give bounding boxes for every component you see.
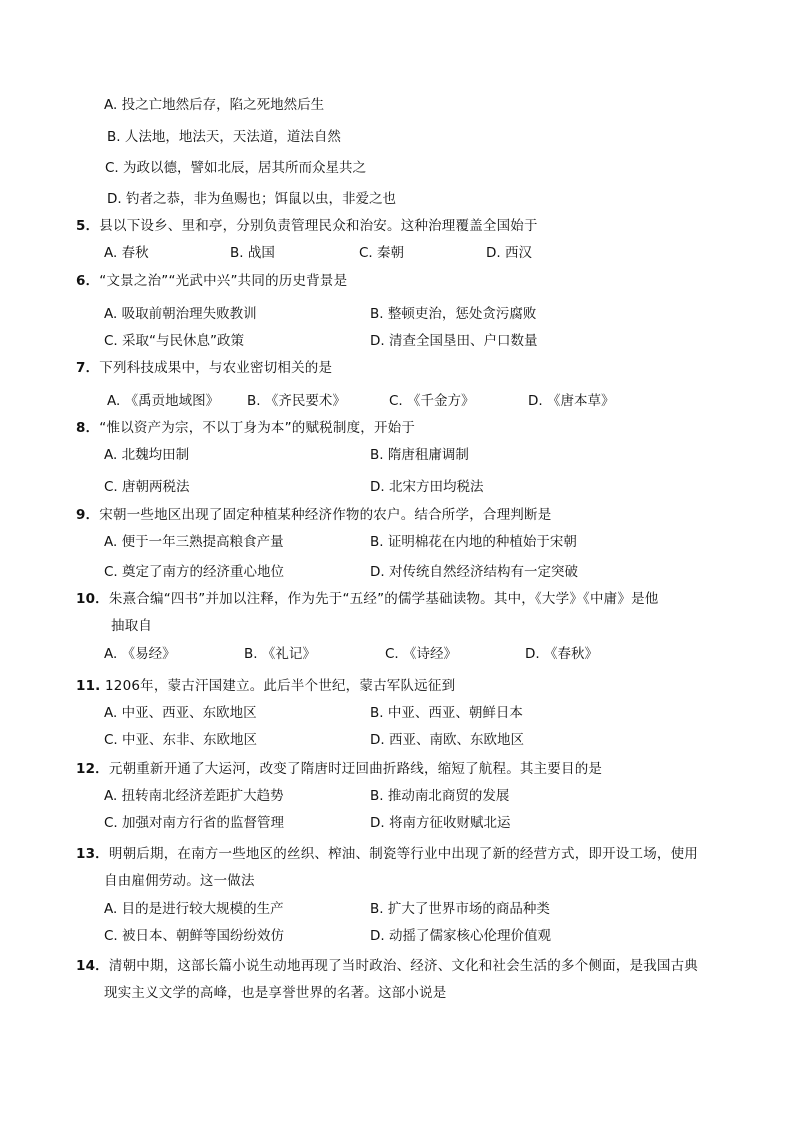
q12-option-d: D. 将南方征收财赋北运 (370, 815, 511, 831)
q6-option-a: A. 吸取前朝治理失败教训 (104, 306, 257, 322)
q10-option-d: D. 《春秋》 (525, 646, 598, 662)
q12-stem (76, 760, 602, 778)
q5-option-c: C. 秦朝 (359, 245, 405, 261)
q11-text: 1206年，蒙古汗国建立。此后半个世纪，蒙古军队远征到 (105, 678, 456, 694)
q14-number: 14． (76, 958, 109, 974)
q12-option-b: B. 推动南北商贸的发展 (370, 788, 510, 804)
q9-number: 9． (76, 507, 100, 523)
q8-text: “惟以资产为宗，不以丁身为本”的赋税制度，开始于 (99, 420, 416, 436)
q13-number: 13． (76, 846, 109, 862)
q7-option-c: C. 《千金方》 (389, 393, 475, 409)
q11-option-a: A. 中亚、西亚、东欧地区 (104, 705, 257, 721)
q13-stem (76, 845, 698, 863)
q12-option-c: C. 加强对南方行省的监督管理 (104, 815, 285, 831)
q4-option-a: A. 投之亡地然后存，陷之死地然后生 (104, 97, 325, 113)
q10-text-line1: 朱熹合编“四书”并加以注释，作为先于“五经”的儒学基础读物。其中，《大学》《中庸》是他 (108, 591, 659, 607)
q5-option-b: B. 战国 (230, 245, 275, 261)
q14-text-line1: 清朝中期，这部长篇小说生动地再现了当时政治、经济、文化和社会生活的多个侧面，是我国古典 (108, 958, 698, 974)
q7-option-a: A. 《禹贡地域图》 (107, 393, 220, 409)
q9-option-c: C. 奠定了南方的经济重心地位 (104, 564, 285, 580)
q10-number: 10． (76, 591, 109, 607)
q4-option-b: B. 人法地，地法天，天法道，道法自然 (107, 129, 341, 145)
q8-number: 8． (76, 420, 100, 436)
q14-text-line2: 现实主义文学的高峰，也是享誉世界的名著。这部小说是 (104, 985, 447, 1001)
q10-option-a: A. 《易经》 (104, 646, 176, 662)
q11-number: 11. (76, 678, 101, 694)
q13-option-b: B. 扩大了世界市场的商品种类 (370, 901, 550, 917)
q8-option-a: A. 北魏均田制 (104, 447, 190, 463)
q13-option-a: A. 目的是进行较大规模的生产 (104, 901, 284, 917)
q13-option-d: D. 动摇了儒家核心伦理价值观 (370, 928, 551, 944)
q11-option-d: D. 西亚、南欧、东欧地区 (370, 732, 524, 748)
q10-option-b: B. 《礼记》 (244, 646, 316, 662)
q7-stem (76, 359, 332, 377)
q4-option-c: C. 为政以德，譬如北辰，居其所而众星共之 (105, 160, 367, 176)
q9-stem (76, 506, 551, 524)
q13-option-c: C. 被日本、朝鲜等国纷纷效仿 (104, 928, 285, 944)
q12-text: 元朝重新开通了大运河，改变了隋唐时迂回曲折路线，缩短了航程。其主要目的是 (108, 761, 603, 777)
q9-option-a: A. 便于一年三熟提高粮食产量 (104, 534, 284, 550)
q10-stem (76, 590, 658, 608)
q12-number: 12． (76, 761, 109, 777)
q13-text-line1: 明朝后期，在南方一些地区的丝织、榨油、制瓷等行业中出现了新的经营方式，即开设工场，使用 (108, 846, 698, 862)
q7-option-d: D. 《唐本草》 (528, 393, 615, 409)
q10-option-c: C. 《诗经》 (385, 646, 458, 662)
q7-number: 7． (76, 360, 100, 376)
q11-option-b: B. 中亚、西亚、朝鲜日本 (370, 705, 523, 721)
q5-stem (76, 217, 538, 235)
q13-text-line2: 自由雇佣劳动。这一做法 (104, 873, 255, 889)
q8-option-c: C. 唐朝两税法 (104, 479, 190, 495)
q9-option-b: B. 证明棉花在内地的种植始于宋朝 (370, 534, 577, 550)
q5-option-d: D. 西汉 (486, 245, 532, 261)
q14-stem (76, 957, 698, 975)
q8-option-b: B. 隋唐租庸调制 (370, 447, 469, 463)
q6-text: “文景之治”“光武中兴”共同的历史背景是 (99, 273, 348, 289)
q5-number: 5． (76, 218, 100, 234)
q11-option-c: C. 中亚、东非、东欧地区 (104, 732, 258, 748)
q6-number: 6． (76, 273, 100, 289)
q8-stem (76, 419, 415, 437)
q8-option-d: D. 北宋方田均税法 (370, 479, 484, 495)
q5-text: 县以下设乡、里和亭，分别负责管理民众和治安。这种治理覆盖全国始于 (99, 218, 538, 234)
q6-option-d: D. 清查全国垦田、户口数量 (370, 333, 538, 349)
q11-stem (76, 677, 455, 695)
q6-stem (76, 272, 347, 290)
q9-text: 宋朝一些地区出现了固定种植某种经济作物的农户。结合所学，合理判断是 (99, 507, 552, 523)
q7-text: 下列科技成果中，与农业密切相关的是 (99, 360, 333, 376)
q6-option-b: B. 整顿吏治，惩处贪污腐败 (370, 306, 537, 322)
q10-text-line2: 抽取自 (111, 618, 153, 634)
q5-option-a: A. 春秋 (104, 245, 149, 261)
q7-option-b: B. 《齐民要术》 (247, 393, 346, 409)
q12-option-a: A. 扭转南北经济差距扩大趋势 (104, 788, 284, 804)
q6-option-c: C. 采取“与民休息”政策 (104, 333, 244, 349)
q4-option-d: D. 钓者之恭，非为鱼赐也；饵鼠以虫，非爱之也 (107, 191, 396, 207)
q9-option-d: D. 对传统自然经济结构有一定突破 (370, 564, 578, 580)
